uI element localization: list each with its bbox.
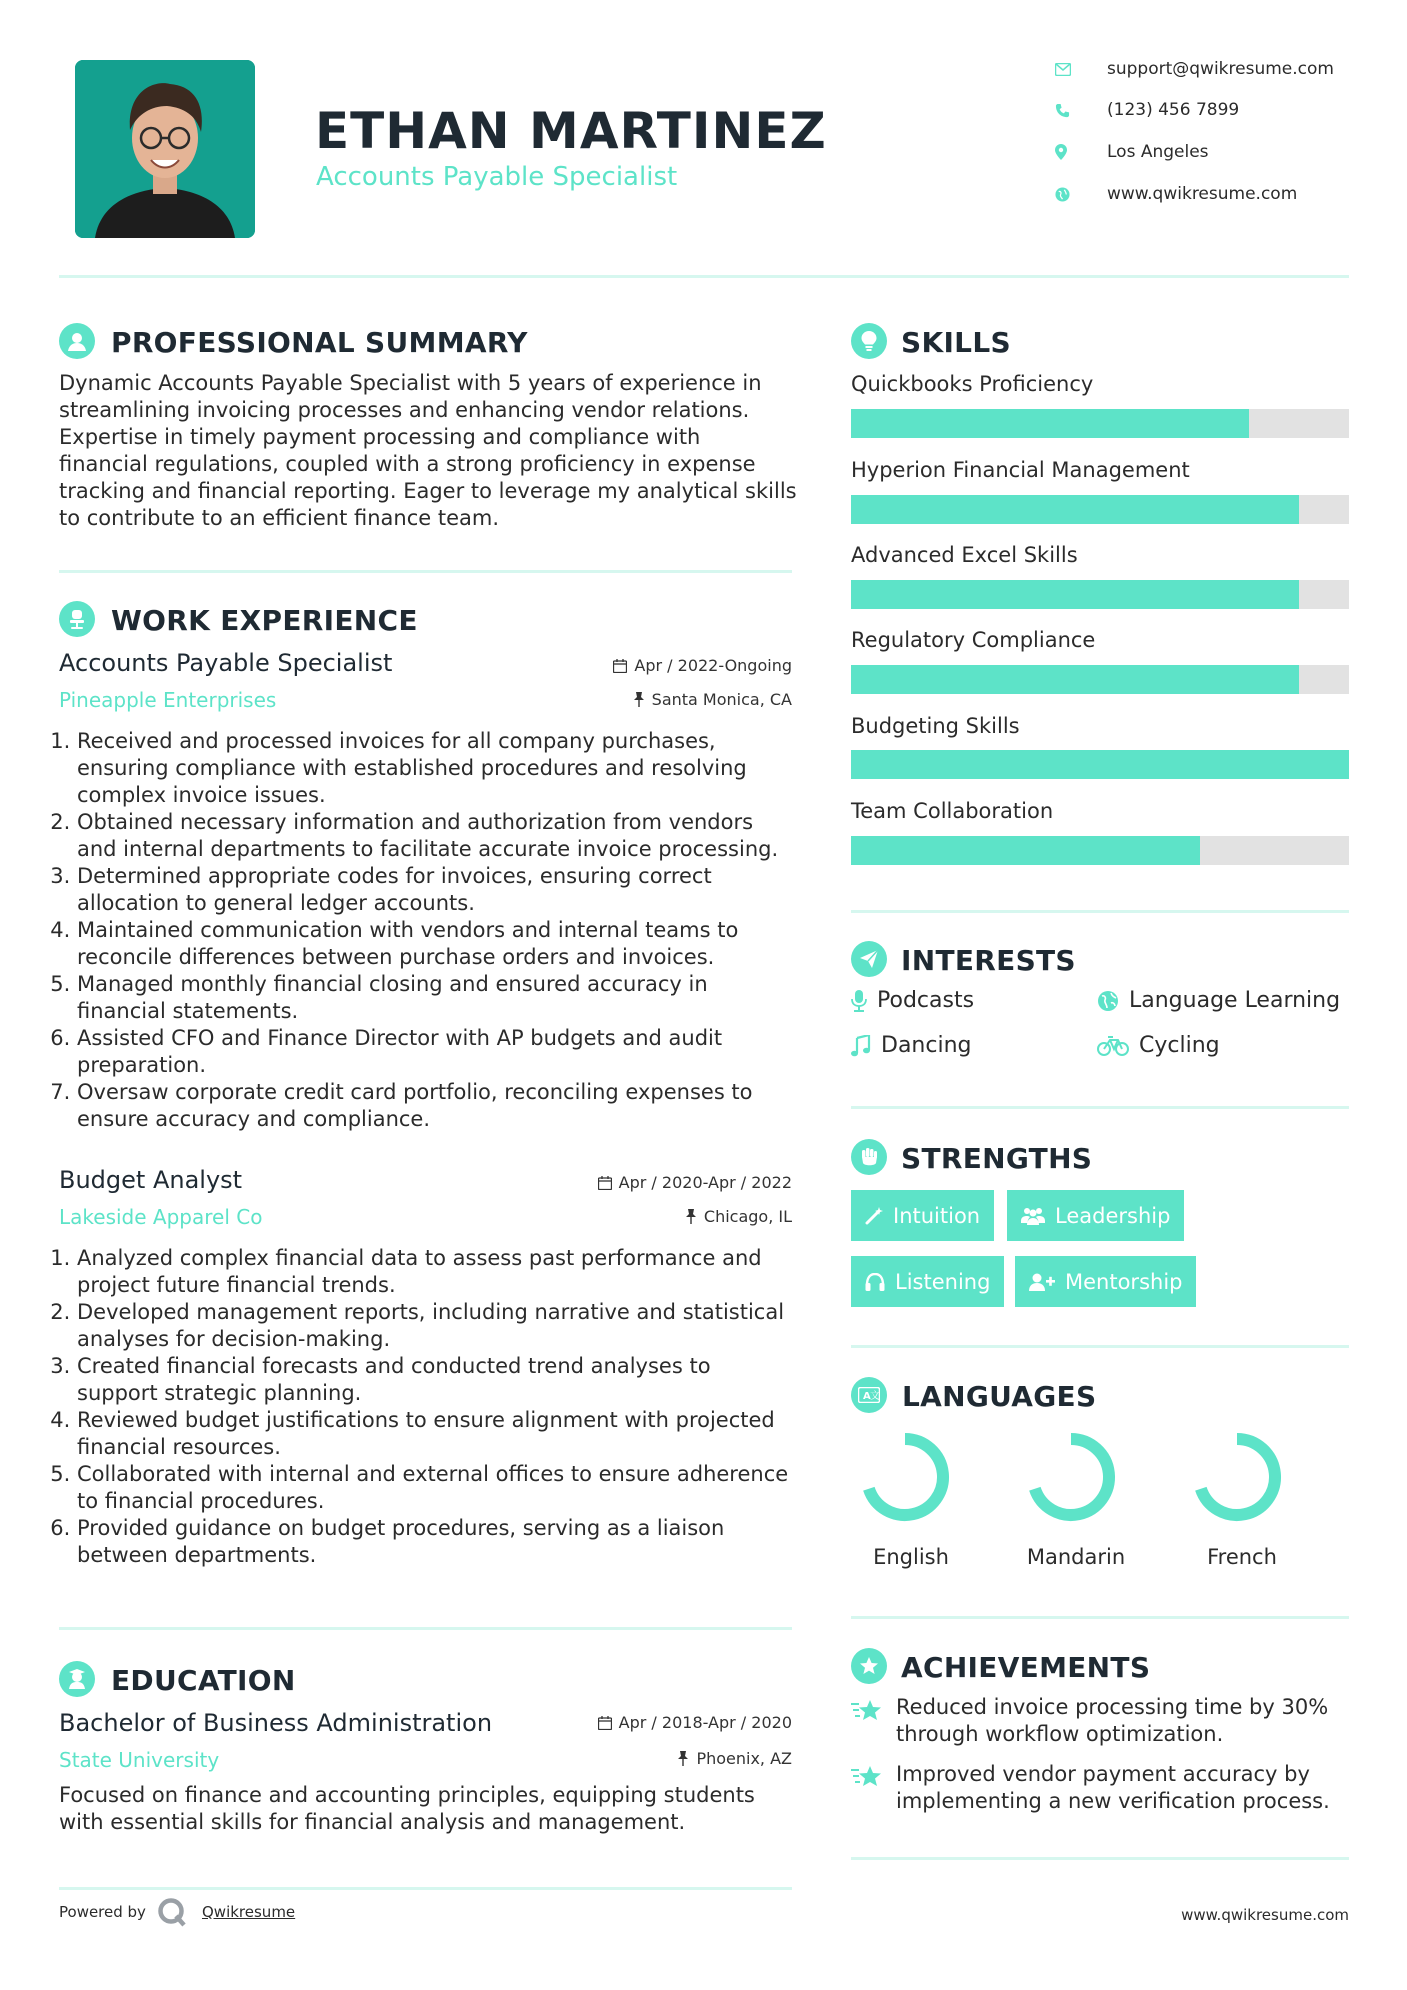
job-bullets	[59, 728, 799, 1133]
skill-bar-fill	[851, 409, 1249, 438]
languages-heading: LANGUAGES	[902, 1380, 1097, 1413]
contact-location	[1055, 140, 1209, 164]
lightbulb-icon	[851, 323, 887, 359]
summary-line: financial regulations, coupled with a strong proficiency in expense	[59, 452, 756, 476]
list-item: 3. Determined appropriate codes for invoices, ensuring correct allocation to general ledger accounts.	[77, 863, 799, 917]
job-dates-text: Apr / 2020-Apr / 2022	[618, 1173, 792, 1192]
language-ring	[1190, 1430, 1284, 1524]
company-name: Lakeside Apparel Co	[59, 1205, 263, 1229]
skill-bar	[851, 495, 1349, 524]
interest-item	[1097, 1033, 1220, 1058]
list-item: 5. Managed monthly financial closing and ensured accuracy in financial statements.	[77, 971, 799, 1025]
phone-text: (123) 456 7899	[1107, 100, 1240, 120]
skill-bar-fill	[851, 750, 1349, 779]
skill-bar	[851, 836, 1349, 865]
education-dates	[500, 1713, 792, 1732]
list-item: 1. Analyzed complex financial data to assess past performance and project future financial trends.	[77, 1245, 799, 1299]
list-item: 4. Reviewed budget justifications to ensure alignment with projected financial resources.	[77, 1407, 799, 1461]
skill-bar	[851, 665, 1349, 694]
list-item: 2. Developed management reports, including narrative and statistical analyses for decision-making.	[77, 1299, 799, 1353]
interest-label: Language Learning	[1129, 988, 1341, 1013]
candidate-name: ETHAN MARTINEZ	[315, 102, 827, 160]
job-bullets	[59, 1245, 799, 1569]
skill-bar-fill	[851, 836, 1200, 865]
strengths-heading: STRENGTHS	[901, 1142, 1093, 1175]
strength-label: Intuition	[893, 1203, 981, 1228]
job-location-text: Santa Monica, CA	[651, 690, 792, 709]
company-name: Pineapple Enterprises	[59, 688, 277, 712]
interest-label: Dancing	[881, 1033, 972, 1058]
summary-line: to contribute to an efficient finance team.	[59, 506, 499, 530]
magic-wand-icon	[865, 1207, 883, 1225]
location-text: Los Angeles	[1107, 142, 1209, 162]
degree-title: Bachelor of Business Administration	[59, 1709, 493, 1737]
strength-label: Mentorship	[1065, 1269, 1183, 1294]
section-divider	[59, 570, 792, 573]
interest-label: Podcasts	[877, 988, 975, 1013]
education-line: Focused on finance and accounting principles, equipping students	[59, 1783, 755, 1807]
paper-plane-icon	[851, 941, 887, 977]
contact-website[interactable]	[1055, 182, 1297, 206]
strength-tag	[851, 1190, 994, 1241]
skill-bar	[851, 580, 1349, 609]
job-location	[500, 1207, 792, 1226]
list-item: 5. Collaborated with internal and external offices to ensure adherence to financial procedures.	[77, 1461, 799, 1515]
job-location-text: Chicago, IL	[703, 1207, 792, 1226]
achievement-line: Improved vendor payment accuracy by	[896, 1762, 1310, 1786]
list-item: 1. Received and processed invoices for all company purchases, ensuring compliance with established procedures and resolving complex invoice issues.	[77, 728, 799, 809]
education-dates-text: Apr / 2018-Apr / 2020	[618, 1713, 792, 1732]
phone-icon	[1055, 103, 1081, 118]
profile-photo	[75, 60, 255, 238]
strength-tag	[851, 1256, 1004, 1307]
header-divider	[59, 275, 1349, 278]
skill-bar-fill	[851, 495, 1299, 524]
language-ring	[1024, 1430, 1118, 1524]
section-divider	[851, 1616, 1349, 1619]
language-label: Mandarin	[1026, 1545, 1126, 1569]
footer-site-link[interactable]: www.qwikresume.com	[1181, 1906, 1349, 1924]
section-divider	[851, 910, 1349, 913]
skill-label: Hyperion Financial Management	[851, 458, 1190, 482]
list-item: 7. Oversaw corporate credit card portfolio, reconciling expenses to ensure accuracy and compliance.	[77, 1079, 799, 1133]
interest-item	[851, 988, 974, 1013]
contact-email[interactable]	[1055, 57, 1334, 81]
calendar-icon	[598, 1176, 612, 1190]
achievement-item	[896, 1761, 1356, 1815]
job-title: Accounts Payable Specialist	[59, 649, 393, 677]
envelope-icon	[1055, 63, 1081, 76]
education-heading: EDUCATION	[111, 1664, 296, 1697]
list-item: 2. Obtained necessary information and authorization from vendors and internal departments to facilitate accurate invoice processing.	[77, 809, 799, 863]
language-label: French	[1207, 1545, 1277, 1569]
interest-label: Cycling	[1139, 1033, 1220, 1058]
strength-tag	[1007, 1190, 1184, 1241]
skill-bar-fill	[851, 580, 1299, 609]
svg-text:文: 文	[870, 1391, 880, 1402]
achievement-line: Reduced invoice processing time by 30%	[896, 1695, 1329, 1719]
users-icon	[1021, 1207, 1045, 1225]
email-text: support@qwikresume.com	[1107, 59, 1334, 79]
fist-icon	[851, 1139, 887, 1175]
section-divider	[59, 1627, 792, 1630]
contact-phone[interactable]	[1055, 98, 1239, 122]
globe-icon	[1097, 990, 1119, 1012]
skill-label: Regulatory Compliance	[851, 628, 1096, 652]
skill-label: Team Collaboration	[851, 799, 1054, 823]
summary-heading: PROFESSIONAL SUMMARY	[111, 326, 528, 359]
calendar-icon	[613, 659, 627, 673]
job-dates	[500, 656, 792, 675]
education-description	[59, 1782, 799, 1836]
education-location	[500, 1749, 792, 1768]
achievement-line: through workflow optimization.	[896, 1722, 1224, 1746]
star-badge-icon	[851, 1648, 887, 1684]
headphones-icon	[865, 1273, 885, 1291]
education-line: with essential skills for financial analysis and management.	[59, 1810, 686, 1834]
strength-label: Listening	[895, 1269, 991, 1294]
pushpin-icon	[685, 1209, 697, 1224]
summary-line: streamlining invoicing processes and enhancing vendor relations.	[59, 398, 750, 422]
map-pin-icon	[1055, 144, 1081, 160]
skill-label: Budgeting Skills	[851, 714, 1020, 738]
list-item: 4. Maintained communication with vendors and internal teams to reconcile differences between purchase orders and invoices.	[77, 917, 799, 971]
graduate-icon	[59, 1661, 95, 1697]
job-location	[500, 690, 792, 709]
pushpin-icon	[633, 692, 645, 707]
list-item: 6. Assisted CFO and Finance Director with AP budgets and audit preparation.	[77, 1025, 799, 1079]
school-name: State University	[59, 1748, 220, 1772]
list-item: 6. Provided guidance on budget procedures, serving as a liaison between departments.	[77, 1515, 799, 1569]
achievements-heading: ACHIEVEMENTS	[901, 1651, 1151, 1684]
section-divider	[851, 1345, 1349, 1348]
candidate-role: Accounts Payable Specialist	[316, 162, 678, 192]
skills-heading: SKILLS	[901, 326, 1011, 359]
calendar-icon	[598, 1716, 612, 1730]
job-title: Budget Analyst	[59, 1166, 243, 1194]
job-dates-text: Apr / 2022-Ongoing	[634, 656, 792, 675]
globe-icon	[1055, 187, 1081, 202]
star-icon	[851, 1764, 883, 1796]
summary-line: Dynamic Accounts Payable Specialist with 5 years of experience in	[59, 371, 762, 395]
work-heading: WORK EXPERIENCE	[111, 604, 418, 637]
powered-by-text: Powered by	[59, 1903, 146, 1921]
skill-label: Advanced Excel Skills	[851, 543, 1078, 567]
skill-label: Quickbooks Proficiency	[851, 372, 1094, 396]
qwikresume-logo-icon	[157, 1897, 187, 1931]
bicycle-icon	[1097, 1036, 1129, 1056]
summary-line: tracking and financial reporting. Eager to leverage my analytical skills	[59, 479, 797, 503]
chair-icon	[59, 601, 95, 637]
strength-tag	[1015, 1256, 1196, 1307]
user-icon	[59, 323, 95, 359]
translate-icon	[851, 1377, 887, 1413]
skill-bar	[851, 409, 1349, 438]
achievement-line: implementing a new verification process.	[896, 1789, 1330, 1813]
section-divider	[851, 1106, 1349, 1109]
footer-divider	[59, 1887, 792, 1890]
star-icon	[851, 1698, 883, 1730]
education-location-text: Phoenix, AZ	[696, 1749, 792, 1768]
svg-text:A: A	[863, 1391, 871, 1402]
language-label: English	[873, 1545, 949, 1569]
summary-text	[59, 370, 799, 532]
skill-bar-fill	[851, 665, 1299, 694]
skill-bar	[851, 750, 1349, 779]
brand-link[interactable]: Qwikresume	[202, 1903, 296, 1921]
website-text: www.qwikresume.com	[1107, 184, 1298, 204]
pushpin-icon	[677, 1751, 689, 1766]
interest-item	[851, 1033, 971, 1058]
microphone-icon	[851, 990, 867, 1012]
music-note-icon	[851, 1035, 871, 1057]
summary-line: Expertise in timely payment processing and compliance with	[59, 425, 701, 449]
user-plus-icon	[1029, 1273, 1055, 1291]
job-dates	[500, 1173, 792, 1192]
achievement-item	[896, 1694, 1356, 1748]
section-divider	[851, 1857, 1349, 1860]
strength-label: Leadership	[1055, 1203, 1171, 1228]
interest-item	[1097, 988, 1340, 1013]
list-item: 3. Created financial forecasts and conducted trend analyses to support strategic planning.	[77, 1353, 799, 1407]
interests-heading: INTERESTS	[901, 944, 1076, 977]
language-ring	[858, 1430, 952, 1524]
